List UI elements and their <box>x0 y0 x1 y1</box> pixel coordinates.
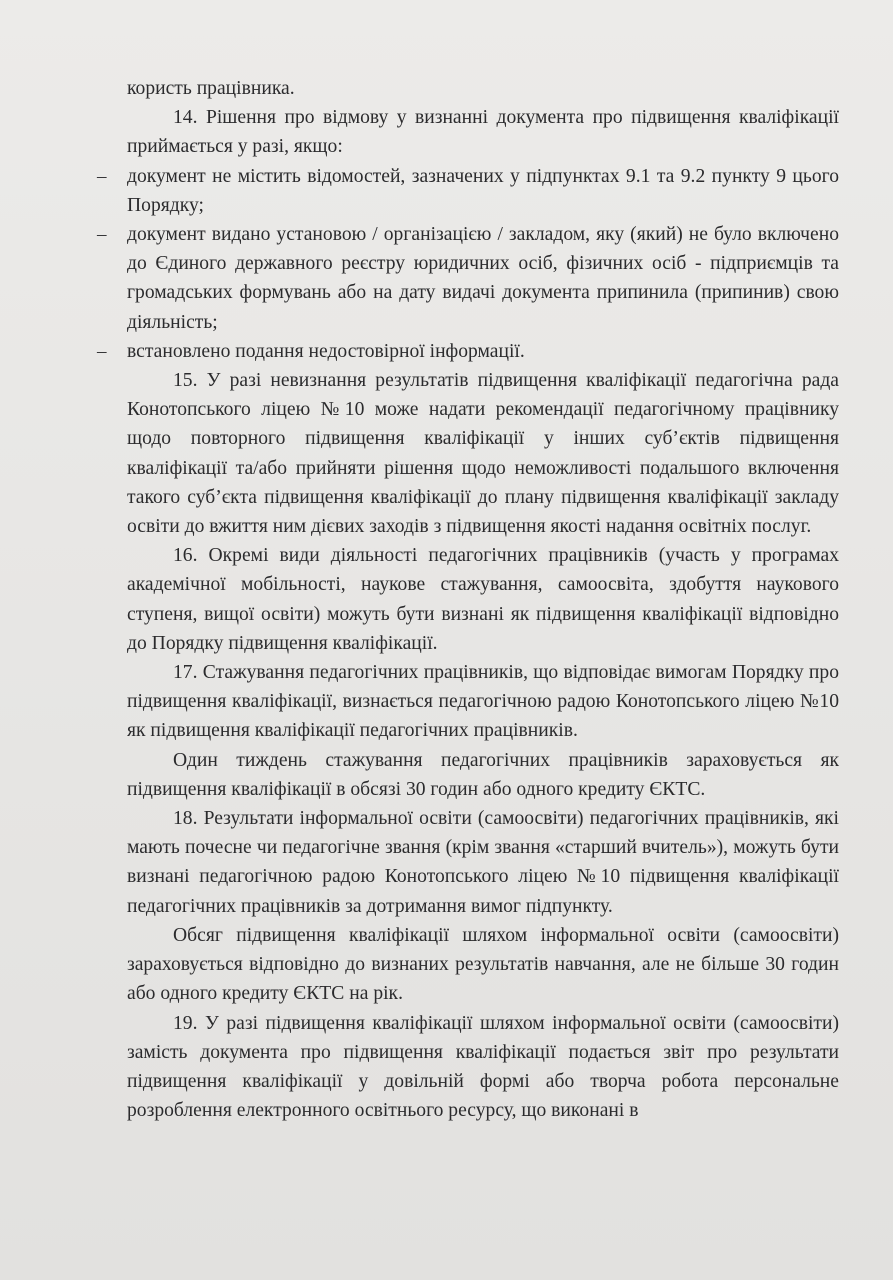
dash-marker: – <box>97 165 107 187</box>
dash-marker: – <box>97 340 107 362</box>
paragraph-14: 14. Рішення про відмову у визнанні документа про підвищення кваліфікації приймається у разі, якщо: <box>127 107 839 158</box>
paragraph-continuation: користь працівника. <box>127 78 295 99</box>
dash-marker: – <box>97 224 107 246</box>
paragraph-18: 18. Результати інформальної освіти (самоосвіти) педагогічних працівників, які мають почесне чи педагогічне звання (крім звання «старший вчитель»), можуть бути визнані педагогічною радою Конотопського ліцею №10 підвищення кваліфікації педагогічних працівників за дотримання вимог підпункту. <box>127 808 839 917</box>
bullet-text: встановлено подання недостовірної інформації. <box>127 340 525 362</box>
paragraph-17: 17. Стажування педагогічних працівників, що відповідає вимогам Порядку про підвищення кваліфікації, визнається педагогічною радою Конотопського ліцею №10 як підвищення кваліфікації педагогічних працівників. <box>127 662 839 742</box>
paragraph-19: 19. У разі підвищення кваліфікації шляхом інформальної освіти (самоосвіти) замість документа про підвищення кваліфікації подається звіт про результати підвищення кваліфікації у довільній формі або творча робота персональне розроблення електронного освітнього ресурсу, що виконані в <box>127 1012 839 1122</box>
bullet-item-1 <box>97 162 839 220</box>
paragraph-18-continued: Обсяг підвищення кваліфікації шляхом інформальної освіти (самоосвіти) зараховується відповідно до визнаних результатів навчання, але не більше 30 годин або одного кредиту ЄКТС на рік. <box>127 924 839 1005</box>
paragraph-15: 15. У разі невизнання результатів підвищення кваліфікації педагогічна рада Конотопського ліцею №10 може надати рекомендації педагогічному працівнику щодо повторного підвищення кваліфікації у інших суб’єктів підвищення кваліфікації та/або прийняти рішення щодо неможливості подальшого включення такого суб’єкта підвищення кваліфікації до плану підвищення кваліфікації закладу освіти до вжиття ним дієвих заходів з підвищення якості надання освітніх послуг. <box>127 370 839 538</box>
bullet-text: документ не містить відомостей, зазначених у підпунктах 9.1 та 9.2 пункту 9 цього Порядку; <box>127 165 839 216</box>
paragraph-16: 16. Окремі види діяльності педагогічних працівників (участь у програмах академічної мобільності, наукове стажування, самоосвіта, здобуття наукового ступеня, вищої освіти) можуть бути визнані як підвищення кваліфікації відповідно до Порядку підвищення кваліфікації. <box>127 545 839 654</box>
paragraph-17-continued: Один тиждень стажування педагогічних працівників зараховується як підвищення кваліфікації в обсязі 30 годин або одного кредиту ЄКТС. <box>127 749 839 800</box>
bullet-item-2 <box>97 220 839 337</box>
bullet-item-3 <box>97 337 839 366</box>
bullet-text: документ видано установою / організацією / закладом, яку (який) не було включено до Єдиного державного реєстру юридичних осіб, фізичних осіб - підприємців та громадських формувань або на дату видачі документа припинила (припинив) свою діяльність; <box>127 224 839 333</box>
